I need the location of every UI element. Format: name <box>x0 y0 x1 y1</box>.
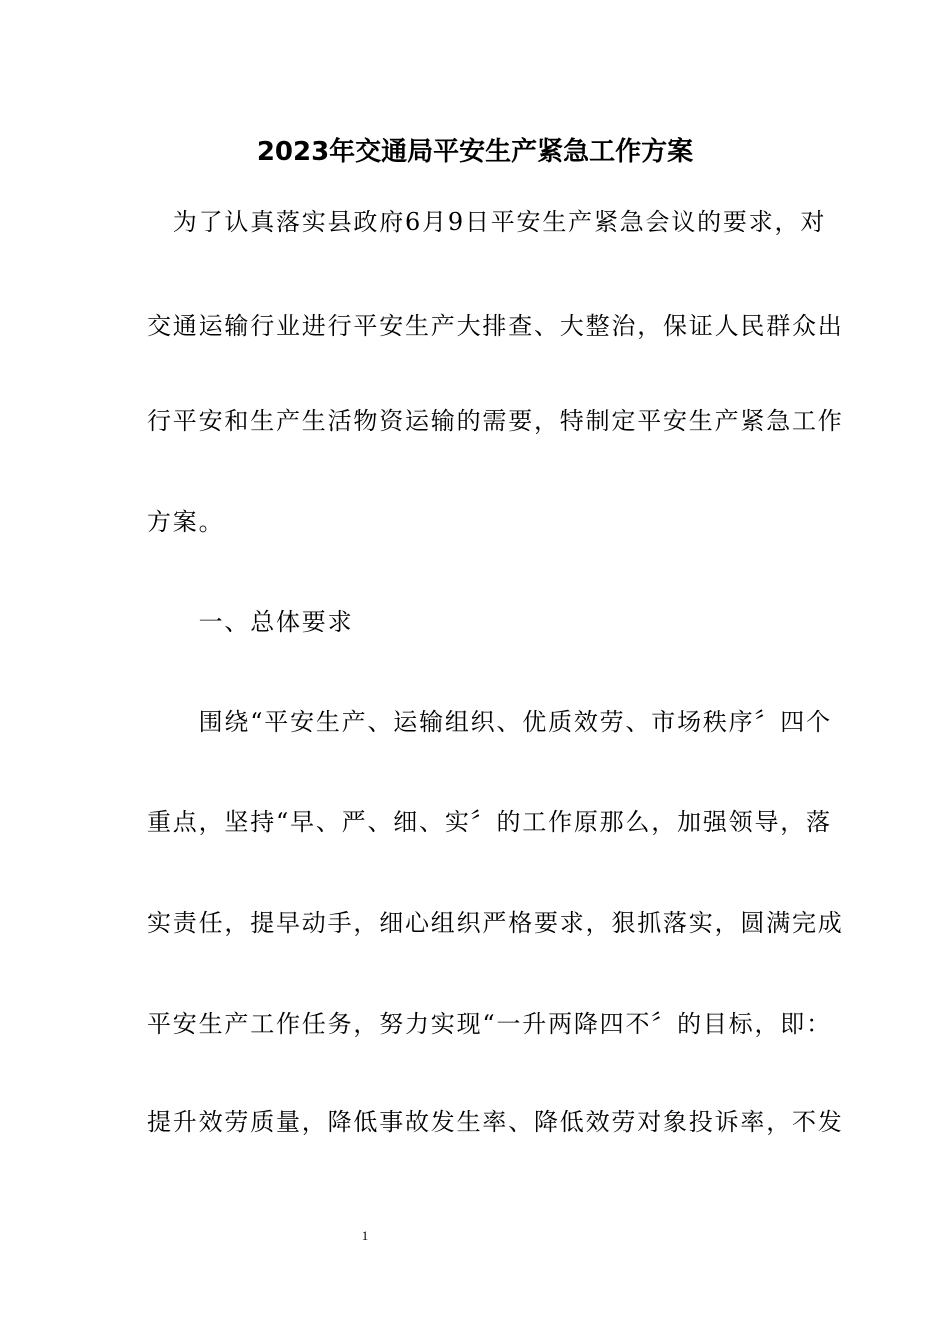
paragraph-line: 提升效劳质量，降低事故发生率、降低效劳对象投诉率，不发 <box>147 1108 844 1136</box>
paragraph-line: 行平安和生产生活物资运输的需要，特制定平安生产紧急工作 <box>147 407 844 435</box>
paragraph-line: 为了认真落实县政府6月9日平安生产紧急会议的要求，对 <box>147 208 827 236</box>
paragraph-line: 围绕“平安生产、运输组织、优质效劳、市场秩序〞四个 <box>147 708 832 736</box>
paragraph-line: 方案。 <box>147 508 225 536</box>
paragraph-line: 实责任，提早动手，细心组织严格要求，狠抓落实，圆满完成 <box>147 909 844 937</box>
paragraph-line: 交通运输行业进行平安生产大排查、大整治，保证人民群众出 <box>147 312 844 340</box>
paragraph-line: 重点，坚持“早、严、细、实〞的工作原那么，加强领导，落 <box>147 808 832 836</box>
section-heading: 一、总体要求 <box>147 608 354 636</box>
paragraph-line: 平安生产工作任务，努力实现“一升两降四不〞的目标，即： <box>147 1010 832 1038</box>
page-number: 1 <box>361 1228 369 1243</box>
document-title: 2023年交通局平安生产紧急工作方案 <box>256 137 694 167</box>
